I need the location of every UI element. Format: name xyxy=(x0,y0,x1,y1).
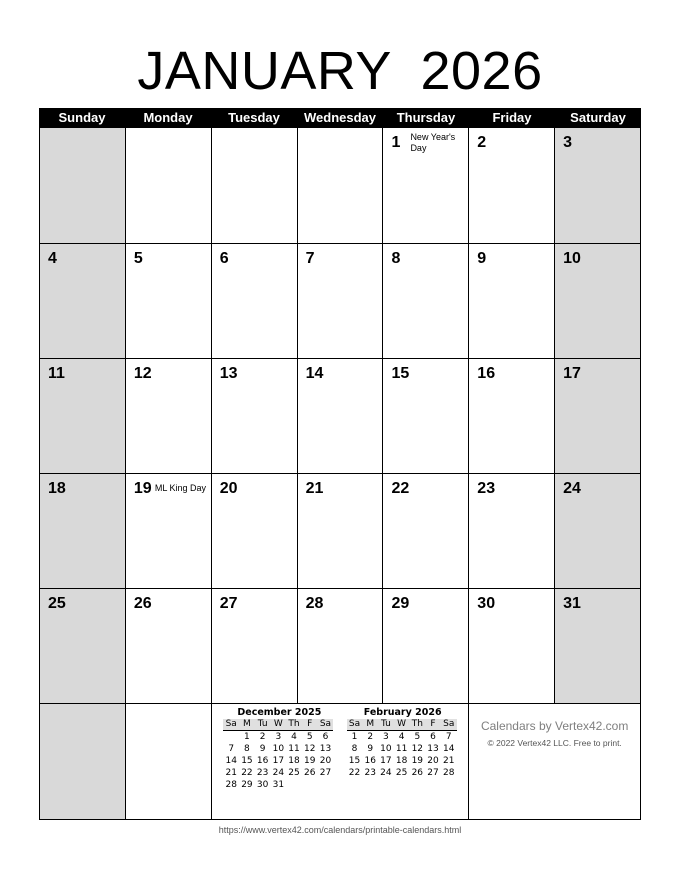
day-number: 13 xyxy=(219,365,238,382)
mini-day: 29 xyxy=(241,780,253,790)
day-number: 12 xyxy=(133,365,152,382)
mini-weekday: F xyxy=(425,719,441,731)
empty-cell xyxy=(40,704,126,819)
day-number: 1 xyxy=(391,134,401,151)
day-cell[interactable] xyxy=(126,359,212,473)
day-cell[interactable] xyxy=(126,474,212,588)
mini-day: 24 xyxy=(380,768,392,778)
mini-day: 26 xyxy=(411,768,424,778)
day-cell[interactable] xyxy=(555,244,641,358)
day-cell[interactable] xyxy=(126,128,212,243)
day-number: 10 xyxy=(563,250,581,267)
mini-day: 22 xyxy=(348,768,361,778)
mini-day: 13 xyxy=(427,744,439,754)
day-cell[interactable] xyxy=(383,589,469,703)
weekday-monday: Monday xyxy=(143,110,193,125)
weekday-sunday: Sunday xyxy=(58,110,106,125)
mini-weekday: M xyxy=(362,719,378,731)
day-number: 6 xyxy=(219,250,229,267)
mini-day: 4 xyxy=(291,732,297,742)
mini-day: 19 xyxy=(304,756,316,766)
mini-day: 4 xyxy=(398,732,405,742)
day-cell[interactable] xyxy=(212,474,298,588)
mini-day: 1 xyxy=(351,732,358,742)
mini-day: 1 xyxy=(244,732,250,742)
day-number: 29 xyxy=(391,595,410,612)
mini-day: 27 xyxy=(427,768,439,778)
weekday-header xyxy=(39,108,641,128)
mini-weekday: Sa xyxy=(441,719,457,731)
day-cell[interactable] xyxy=(383,244,469,358)
week-row xyxy=(40,243,641,358)
day-cell[interactable] xyxy=(212,244,298,358)
day-number: 2 xyxy=(477,134,487,151)
day-number: 14 xyxy=(305,365,324,382)
day-cell[interactable] xyxy=(40,359,126,473)
mini-day: 20 xyxy=(427,756,439,766)
day-cell[interactable] xyxy=(469,128,555,243)
day-cell[interactable] xyxy=(212,589,298,703)
day-number: 17 xyxy=(563,365,581,382)
day-number: 30 xyxy=(477,595,496,612)
mini-day: 12 xyxy=(304,744,316,754)
day-number: 21 xyxy=(305,480,324,497)
mini-day: 7 xyxy=(445,732,452,742)
day-cell[interactable] xyxy=(555,128,641,243)
mini-day: 25 xyxy=(288,768,300,778)
day-number: 18 xyxy=(48,480,66,497)
mini-weekday: M xyxy=(239,719,255,731)
mini-weekday: Th xyxy=(286,719,302,731)
day-cell[interactable] xyxy=(555,359,641,473)
mini-day: 2 xyxy=(367,732,374,742)
mini-day: 14 xyxy=(443,744,455,754)
mini-day: 17 xyxy=(380,756,392,766)
day-number: 3 xyxy=(563,134,573,151)
mini-day: 19 xyxy=(411,756,424,766)
day-cell[interactable] xyxy=(126,244,212,358)
holiday-label: ML King Day xyxy=(154,483,207,493)
day-number: 7 xyxy=(305,250,315,267)
week-row xyxy=(40,588,641,703)
mini-day: 18 xyxy=(395,756,408,766)
mini-calendar xyxy=(223,707,335,819)
weekday-wednesday: Wednesday xyxy=(303,110,376,125)
mini-day: 24 xyxy=(272,768,285,778)
mini-day: 9 xyxy=(259,744,266,754)
mini-day: 15 xyxy=(348,756,361,766)
mini-day xyxy=(318,779,334,791)
day-cell[interactable] xyxy=(383,128,469,243)
calendar-grid xyxy=(39,108,641,820)
mini-day: 21 xyxy=(443,756,455,766)
day-cell[interactable] xyxy=(126,589,212,703)
mini-weekday: Sa xyxy=(318,719,334,731)
mini-calendar-title: December 2025 xyxy=(237,707,322,718)
mini-day: 11 xyxy=(395,744,408,754)
mini-day: 26 xyxy=(304,768,316,778)
day-cell[interactable] xyxy=(40,128,126,243)
day-cell[interactable] xyxy=(469,359,555,473)
week-row xyxy=(40,473,641,588)
mini-day: 16 xyxy=(256,756,269,766)
weeks xyxy=(39,128,641,820)
week-row xyxy=(40,358,641,473)
day-number: 23 xyxy=(477,480,496,497)
day-number: 24 xyxy=(563,480,581,497)
day-number: 20 xyxy=(219,480,238,497)
page-title: JANUARY 2026 xyxy=(137,41,543,101)
mini-day: 8 xyxy=(351,744,358,754)
day-cell[interactable] xyxy=(383,359,469,473)
mini-day: 16 xyxy=(364,756,376,766)
day-number: 9 xyxy=(477,250,487,267)
mini-weekday: Th xyxy=(409,719,425,731)
day-cell[interactable] xyxy=(469,244,555,358)
mini-day: 13 xyxy=(319,744,332,754)
mini-weekday: F xyxy=(302,719,318,731)
day-cell[interactable] xyxy=(40,474,126,588)
mini-day: 15 xyxy=(241,756,253,766)
empty-cell xyxy=(126,704,212,819)
day-number: 16 xyxy=(477,365,496,382)
mini-day: 8 xyxy=(244,744,250,754)
day-number: 27 xyxy=(219,595,238,612)
footer-url[interactable]: https://www.vertex42.com/calendars/printable-calendars.html xyxy=(218,825,462,835)
day-cell[interactable] xyxy=(298,244,384,358)
weekday-tuesday: Tuesday xyxy=(228,110,280,125)
day-number: 22 xyxy=(391,480,410,497)
mini-day: 21 xyxy=(225,768,237,778)
day-cell[interactable] xyxy=(298,589,384,703)
day-cell[interactable] xyxy=(40,244,126,358)
day-number: 31 xyxy=(563,595,581,612)
day-cell[interactable] xyxy=(298,474,384,588)
day-cell[interactable] xyxy=(383,474,469,588)
mini-day: 3 xyxy=(275,732,282,742)
day-cell[interactable] xyxy=(469,474,555,588)
mini-calendar-title: February 2026 xyxy=(363,707,442,718)
day-cell[interactable] xyxy=(40,589,126,703)
day-cell[interactable] xyxy=(212,359,298,473)
day-number: 28 xyxy=(305,595,324,612)
day-number: 26 xyxy=(133,595,152,612)
mini-day: 12 xyxy=(411,744,424,754)
copyright: © 2022 Vertex42 LLC. Free to print. xyxy=(487,738,622,748)
mini-weekday: Tu xyxy=(255,719,271,731)
mini-day: 5 xyxy=(306,732,313,742)
day-number: 8 xyxy=(391,250,401,267)
mini-day: 5 xyxy=(414,732,421,742)
brand-block xyxy=(469,704,641,819)
mini-day: 27 xyxy=(319,768,332,778)
mini-day: 10 xyxy=(380,744,392,754)
mini-weekday: Sa xyxy=(347,719,363,731)
mini-weekday: Sa xyxy=(223,719,239,731)
mini-day: 14 xyxy=(225,756,237,766)
mini-weekday: W xyxy=(270,719,286,731)
mini-day: 28 xyxy=(225,780,237,790)
day-cell[interactable] xyxy=(212,128,298,243)
weekday-saturday: Saturday xyxy=(570,110,626,125)
brand-link[interactable]: Calendars by Vertex42.com xyxy=(480,719,629,733)
mini-day xyxy=(302,779,318,791)
mini-day xyxy=(286,779,302,791)
day-number: 5 xyxy=(133,250,143,267)
mini-day: 18 xyxy=(288,756,300,766)
day-cell[interactable] xyxy=(298,359,384,473)
mini-day: 6 xyxy=(430,732,436,742)
footer-row xyxy=(40,703,641,819)
mini-day: 10 xyxy=(272,744,285,754)
mini-day: 28 xyxy=(443,768,455,778)
mini-day: 11 xyxy=(288,744,300,754)
mini-day: 9 xyxy=(367,744,374,754)
mini-calendars xyxy=(212,704,470,819)
mini-day: 31 xyxy=(272,780,285,790)
week-row xyxy=(40,128,641,243)
mini-day: 7 xyxy=(228,744,235,754)
mini-day: 17 xyxy=(272,756,285,766)
day-cell[interactable] xyxy=(298,128,384,243)
mini-weekday: W xyxy=(394,719,410,731)
mini-day: 30 xyxy=(256,780,269,790)
holiday-label: New Year's Day xyxy=(410,132,456,153)
day-cell[interactable] xyxy=(555,474,641,588)
day-cell[interactable] xyxy=(555,589,641,703)
mini-day: 2 xyxy=(259,732,266,742)
mini-day: 23 xyxy=(256,768,269,778)
mini-day: 22 xyxy=(241,768,253,778)
mini-day: 6 xyxy=(322,732,329,742)
mini-day: 3 xyxy=(383,732,389,742)
weekday-thursday: Thursday xyxy=(396,110,456,125)
mini-weekday: Tu xyxy=(378,719,394,731)
mini-day xyxy=(223,731,239,744)
day-cell[interactable] xyxy=(469,589,555,703)
day-number: 25 xyxy=(48,595,66,612)
mini-day: 23 xyxy=(364,768,376,778)
day-number: 4 xyxy=(48,250,57,267)
day-number: 19 xyxy=(133,480,152,497)
mini-day: 20 xyxy=(319,756,332,766)
weekday-friday: Friday xyxy=(492,110,532,125)
mini-calendar xyxy=(347,707,459,819)
mini-day: 25 xyxy=(395,768,408,778)
day-number: 15 xyxy=(391,365,410,382)
day-number: 11 xyxy=(48,365,65,382)
